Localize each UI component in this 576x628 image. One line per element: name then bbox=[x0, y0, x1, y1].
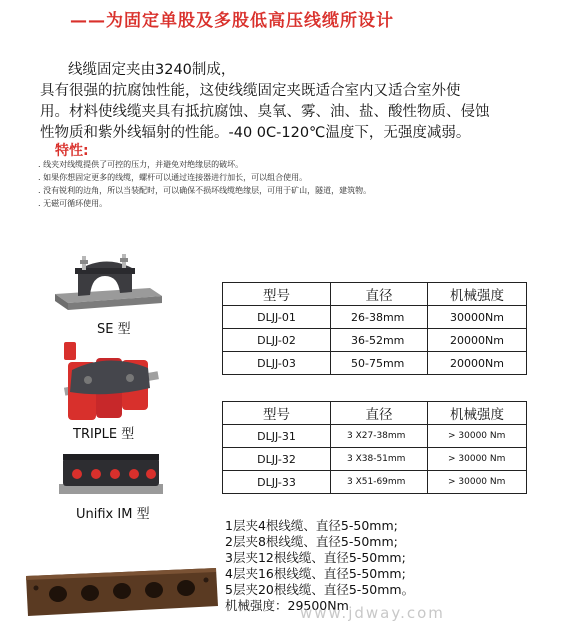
table-cell: DLJJ-32 bbox=[223, 448, 331, 471]
page-title: ——为固定单股及多股低高压线缆所设计 bbox=[70, 11, 394, 31]
table-row bbox=[223, 471, 527, 494]
table-header-cell: 机械强度 bbox=[428, 283, 527, 306]
table-row bbox=[223, 448, 527, 471]
table-row bbox=[223, 352, 527, 375]
feature-item: . 如果你想固定更多的线缆，螺杆可以通过连接器进行加长，可以组合使用。 bbox=[38, 173, 308, 182]
layer-spec-item: 1层夹4根线缆、直径5-50mm; bbox=[225, 518, 398, 533]
features-title: 特性: bbox=[55, 143, 89, 159]
multi-layer-plate-image bbox=[22, 566, 220, 618]
table-cell: > 30000 Nm bbox=[428, 425, 527, 448]
table-header-cell: 直径 bbox=[331, 283, 428, 306]
table-cell: 50-75mm bbox=[331, 352, 428, 375]
se-clamp-image bbox=[50, 246, 165, 316]
table-cell: DLJJ-01 bbox=[223, 306, 331, 329]
feature-item: . 没有锐利的边角，所以当装配时，可以确保不损坏线缆绝缘层，可用于矿山，隧道，建筑物。 bbox=[38, 186, 372, 195]
table-header-row bbox=[223, 283, 527, 306]
table-header-cell: 机械强度 bbox=[428, 402, 527, 425]
table-cell: DLJJ-33 bbox=[223, 471, 331, 494]
feature-item: . 线夹对线缆提供了可控的压力，并避免对绝缘层的破坏。 bbox=[38, 160, 244, 169]
intro-line: 性物质和紫外线辐射的性能。-40 0C-120℃温度下，无强度减弱。 bbox=[40, 125, 471, 141]
features-list bbox=[38, 158, 558, 210]
table-header-cell: 直径 bbox=[331, 402, 428, 425]
table-cell: > 30000 Nm bbox=[428, 448, 527, 471]
feature-item: . 无磁可循环使用。 bbox=[38, 199, 108, 208]
intro-line: 线缆固定夹由3240制成， bbox=[68, 62, 236, 78]
table-cell: 36-52mm bbox=[331, 329, 428, 352]
table-cell: 20000Nm bbox=[428, 329, 527, 352]
mechanical-strength: 机械强度：29500Nm bbox=[225, 598, 349, 613]
unifix-clamp-image bbox=[55, 448, 167, 500]
table-header-row bbox=[223, 402, 527, 425]
layer-spec-item: 3层夹12根线缆、直径5-50mm; bbox=[225, 550, 406, 565]
intro-line: 具有很强的抗腐蚀性能，这使线缆固定夹既适合室内又适合室外使 bbox=[40, 83, 461, 99]
intro-paragraph bbox=[40, 60, 560, 144]
table-row bbox=[223, 329, 527, 352]
table-header-cell: 型号 bbox=[223, 402, 331, 425]
table-cell: 20000Nm bbox=[428, 352, 527, 375]
unifix-type-label: Unifix IM 型 bbox=[76, 507, 150, 522]
table-cell: 30000Nm bbox=[428, 306, 527, 329]
table-cell: 3 X38-51mm bbox=[331, 448, 428, 471]
watermark: www.jdway.com bbox=[300, 604, 445, 622]
layer-spec-item: 4层夹16根线缆、直径5-50mm; bbox=[225, 566, 406, 581]
spec-table-1 bbox=[222, 282, 527, 375]
table-cell: > 30000 Nm bbox=[428, 471, 527, 494]
table-cell: DLJJ-03 bbox=[223, 352, 331, 375]
triple-type-label: TRIPLE 型 bbox=[73, 427, 135, 442]
layer-spec-item: 5层夹20根线缆、直径5-50mm。 bbox=[225, 582, 415, 597]
table-cell: 3 X51-69mm bbox=[331, 471, 428, 494]
table-cell: DLJJ-02 bbox=[223, 329, 331, 352]
table-row bbox=[223, 306, 527, 329]
intro-line: 用。材料使线缆夹具有抵抗腐蚀、臭氧、雾、油、盐、酸性物质、侵蚀 bbox=[40, 104, 490, 120]
table-cell: DLJJ-31 bbox=[223, 425, 331, 448]
table-cell: 3 X27-38mm bbox=[331, 425, 428, 448]
layer-spec-list bbox=[225, 518, 414, 614]
se-type-label: SE 型 bbox=[97, 322, 131, 337]
triple-clamp-image bbox=[58, 340, 162, 420]
table-cell: 26-38mm bbox=[331, 306, 428, 329]
layer-spec-item: 2层夹8根线缆、直径5-50mm; bbox=[225, 534, 398, 549]
table-header-cell: 型号 bbox=[223, 283, 331, 306]
table-row bbox=[223, 425, 527, 448]
spec-table-2 bbox=[222, 401, 527, 494]
